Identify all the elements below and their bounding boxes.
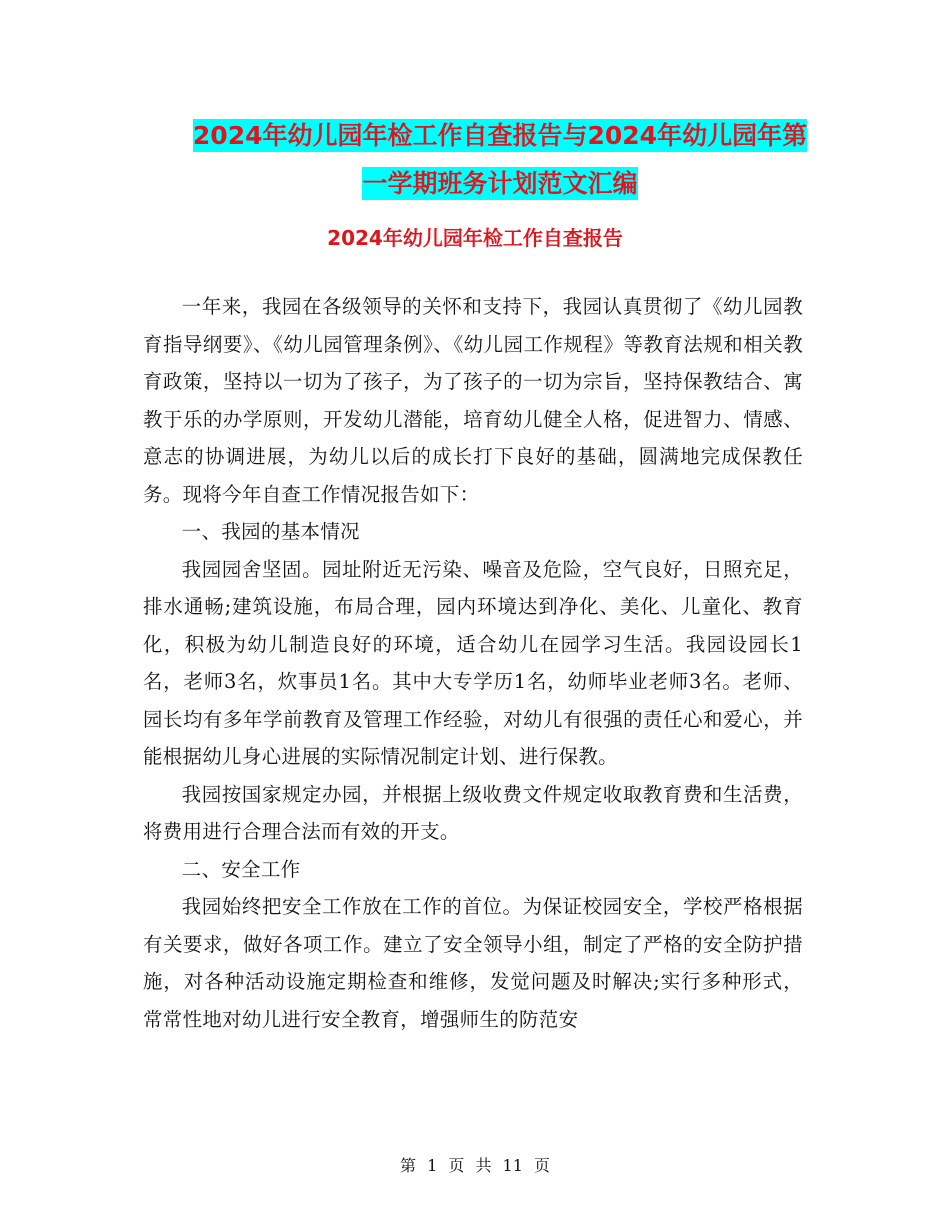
document-body (143, 288, 803, 1038)
section-title: 2024年幼儿园年检工作自查报告 (327, 226, 623, 250)
paragraph-intro: 一年来，我园在各级领导的关怀和支持下，我园认真贯彻了《幼儿园教育指导纲要》、《幼儿园管理条例》、《幼儿园工作规程》等教育法规和相关教育政策，坚持以一切为了孩子，为了孩子的一切为宗旨，坚持保教结合、寓教于乐的办学原则，开发幼儿潜能，培育幼儿健全人格，促进智力、情感、意志的协调进展，为幼儿以后的成长打下良好的基础，圆满地完成保教任务。现将今年自查工作情况报告如下： (143, 295, 803, 506)
title-line-1: 2024年幼儿园年检工作自查报告与2024年幼儿园年第 (192, 121, 808, 150)
document-title (150, 112, 850, 208)
title-line-2: 一学期班务计划范文汇编 (362, 169, 638, 198)
page-footer: 第 1 页 共 11 页 (400, 1156, 550, 1175)
paragraph-basic-info: 我园园舍坚固。园址附近无污染、噪音及危险，空气良好，日照充足，排水通畅;建筑设施，布局合理，园内环境达到净化、美化、儿童化、教育化，积极为幼儿制造良好的环境，适合幼儿在园学习生活。我园设园长1名，老师3名，炊事员1名。其中大专学历1名，幼师毕业老师3名。老师、园长均有多年学前教育及管理工作经验，对幼儿有很强的责任心和爱心，并能根据幼儿身心进展的实际情况制定计划、进行保教。 (143, 557, 803, 768)
heading-basic-info: 一、我园的基本情况 (181, 520, 360, 543)
paragraph-safety: 我园始终把安全工作放在工作的首位。为保证校园安全，学校严格根据有关要求，做好各项工作。建立了安全领导小组，制定了严格的安全防护措施，对各种活动设施定期检查和维修，发觉问题及时解决;实行多种形式，常常性地对幼儿进行安全教育，增强师生的防范安 (143, 895, 803, 1031)
heading-safety: 二、安全工作 (181, 857, 301, 881)
paragraph-fees: 我园按国家规定办园，并根据上级收费文件规定收取教育费和生活费，将费用进行合理合法而有效的开支。 (143, 782, 803, 843)
